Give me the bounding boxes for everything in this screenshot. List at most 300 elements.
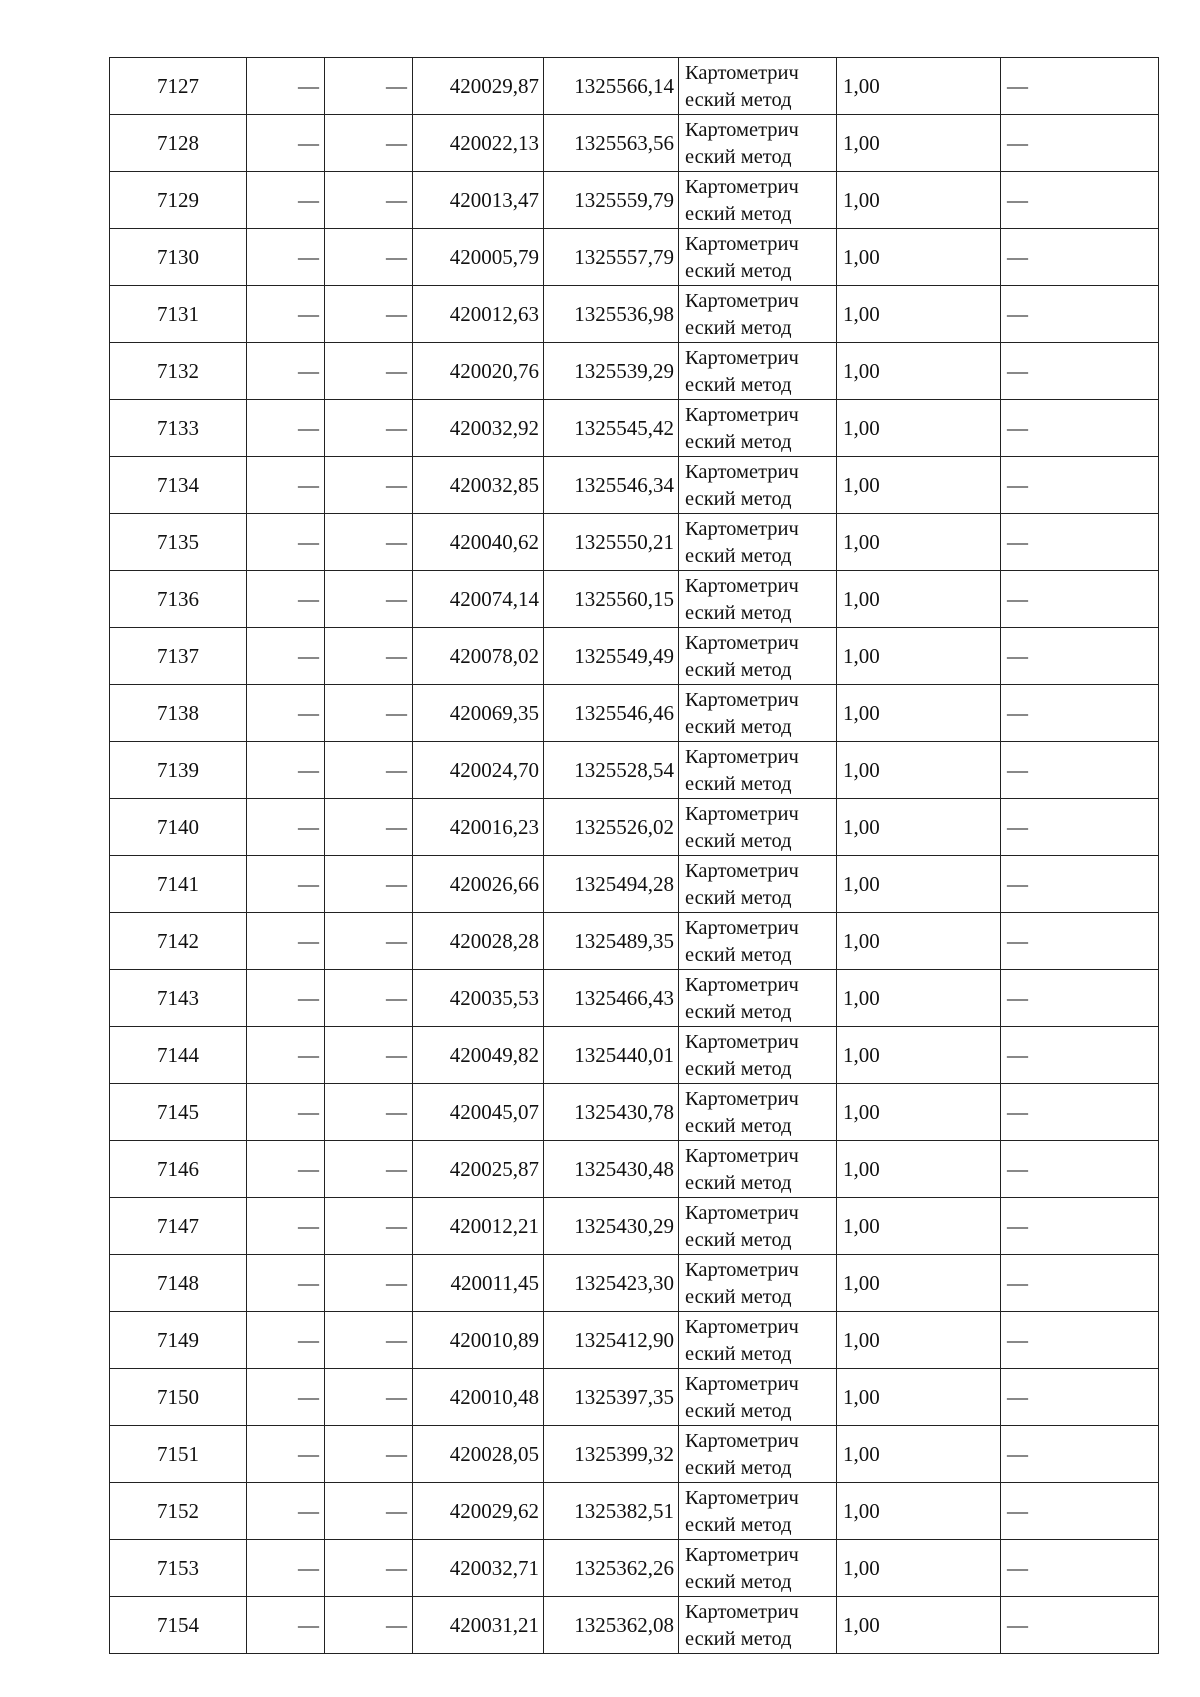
- method-line-1: Картометрич: [685, 62, 799, 84]
- empty-y-cell: —: [325, 1198, 413, 1255]
- coordinates-table: [109, 57, 1159, 1654]
- method-line-1: Картометрич: [685, 1031, 799, 1053]
- coordinate-x-cell: 420005,79: [413, 229, 544, 286]
- coordinate-y-cell: 1325399,32: [544, 1426, 679, 1483]
- empty-y-cell: —: [325, 742, 413, 799]
- method-cell: [679, 286, 837, 343]
- method-line-2: еский метод: [685, 1628, 792, 1650]
- empty-x-cell: —: [247, 856, 325, 913]
- table-row: [110, 115, 1159, 172]
- method-line-2: еский метод: [685, 1286, 792, 1308]
- empty-y-cell: —: [325, 856, 413, 913]
- method-cell: [679, 1255, 837, 1312]
- table-row: [110, 628, 1159, 685]
- method-line-2: еский метод: [685, 317, 792, 339]
- accuracy-cell: 1,00: [837, 1084, 1001, 1141]
- accuracy-cell: 1,00: [837, 571, 1001, 628]
- coordinate-y-cell: 1325430,48: [544, 1141, 679, 1198]
- accuracy-cell: 1,00: [837, 1255, 1001, 1312]
- coordinate-x-cell: 420049,82: [413, 1027, 544, 1084]
- accuracy-cell: 1,00: [837, 343, 1001, 400]
- coordinate-x-cell: 420040,62: [413, 514, 544, 571]
- table-row: [110, 286, 1159, 343]
- method-line-2: еский метод: [685, 1571, 792, 1593]
- point-number-cell: 7152: [110, 1483, 247, 1540]
- accuracy-cell: 1,00: [837, 1198, 1001, 1255]
- description-cell: —: [1001, 1198, 1159, 1255]
- method-line-2: еский метод: [685, 1058, 792, 1080]
- description-cell: —: [1001, 286, 1159, 343]
- coordinate-y-cell: 1325559,79: [544, 172, 679, 229]
- method-line-2: еский метод: [685, 830, 792, 852]
- coordinate-x-cell: 420010,48: [413, 1369, 544, 1426]
- method-line-1: Картометрич: [685, 1373, 799, 1395]
- empty-y-cell: —: [325, 1597, 413, 1654]
- empty-x-cell: —: [247, 229, 325, 286]
- coordinate-y-cell: 1325430,78: [544, 1084, 679, 1141]
- table-row: [110, 913, 1159, 970]
- description-cell: —: [1001, 1426, 1159, 1483]
- coordinate-y-cell: 1325397,35: [544, 1369, 679, 1426]
- coordinate-y-cell: 1325539,29: [544, 343, 679, 400]
- point-number-cell: 7143: [110, 970, 247, 1027]
- empty-y-cell: —: [325, 1027, 413, 1084]
- empty-y-cell: —: [325, 913, 413, 970]
- table-row: [110, 685, 1159, 742]
- description-cell: —: [1001, 913, 1159, 970]
- method-line-1: Картометрич: [685, 974, 799, 996]
- method-cell: [679, 571, 837, 628]
- method-line-1: Картометрич: [685, 632, 799, 654]
- description-cell: —: [1001, 1084, 1159, 1141]
- coordinate-x-cell: 420024,70: [413, 742, 544, 799]
- empty-x-cell: —: [247, 742, 325, 799]
- coordinate-y-cell: 1325557,79: [544, 229, 679, 286]
- method-line-1: Картометрич: [685, 1259, 799, 1281]
- empty-x-cell: —: [247, 58, 325, 115]
- empty-x-cell: —: [247, 628, 325, 685]
- coordinate-x-cell: 420029,87: [413, 58, 544, 115]
- table-row: [110, 1141, 1159, 1198]
- method-line-2: еский метод: [685, 146, 792, 168]
- coordinate-y-cell: 1325566,14: [544, 58, 679, 115]
- method-cell: [679, 970, 837, 1027]
- method-line-2: еский метод: [685, 545, 792, 567]
- description-cell: —: [1001, 457, 1159, 514]
- accuracy-cell: 1,00: [837, 115, 1001, 172]
- point-number-cell: 7145: [110, 1084, 247, 1141]
- empty-y-cell: —: [325, 514, 413, 571]
- method-line-2: еский метод: [685, 1400, 792, 1422]
- point-number-cell: 7135: [110, 514, 247, 571]
- empty-x-cell: —: [247, 1084, 325, 1141]
- table-row: [110, 571, 1159, 628]
- method-line-1: Картометрич: [685, 1430, 799, 1452]
- empty-x-cell: —: [247, 514, 325, 571]
- accuracy-cell: 1,00: [837, 400, 1001, 457]
- method-cell: [679, 514, 837, 571]
- point-number-cell: 7150: [110, 1369, 247, 1426]
- empty-x-cell: —: [247, 1597, 325, 1654]
- empty-x-cell: —: [247, 343, 325, 400]
- coordinate-x-cell: 420035,53: [413, 970, 544, 1027]
- method-line-1: Картометрич: [685, 347, 799, 369]
- method-cell: [679, 1369, 837, 1426]
- description-cell: —: [1001, 1597, 1159, 1654]
- method-line-2: еский метод: [685, 203, 792, 225]
- method-cell: [679, 1540, 837, 1597]
- empty-x-cell: —: [247, 400, 325, 457]
- empty-x-cell: —: [247, 1027, 325, 1084]
- point-number-cell: 7146: [110, 1141, 247, 1198]
- method-line-1: Картометрич: [685, 1601, 799, 1623]
- table-row: [110, 1255, 1159, 1312]
- coordinate-x-cell: 420032,92: [413, 400, 544, 457]
- method-line-2: еский метод: [685, 1457, 792, 1479]
- method-line-2: еский метод: [685, 260, 792, 282]
- accuracy-cell: 1,00: [837, 1426, 1001, 1483]
- method-line-1: Картометрич: [685, 290, 799, 312]
- empty-x-cell: —: [247, 115, 325, 172]
- description-cell: —: [1001, 1255, 1159, 1312]
- coordinate-x-cell: 420012,63: [413, 286, 544, 343]
- coordinate-y-cell: 1325560,15: [544, 571, 679, 628]
- method-cell: [679, 172, 837, 229]
- method-line-1: Картометрич: [685, 860, 799, 882]
- empty-y-cell: —: [325, 970, 413, 1027]
- accuracy-cell: 1,00: [837, 742, 1001, 799]
- method-line-1: Картометрич: [685, 689, 799, 711]
- coordinate-x-cell: 420016,23: [413, 799, 544, 856]
- accuracy-cell: 1,00: [837, 856, 1001, 913]
- coordinate-y-cell: 1325563,56: [544, 115, 679, 172]
- table-row: [110, 1312, 1159, 1369]
- table-row: [110, 799, 1159, 856]
- description-cell: —: [1001, 514, 1159, 571]
- coordinate-y-cell: 1325528,54: [544, 742, 679, 799]
- empty-x-cell: —: [247, 799, 325, 856]
- method-line-2: еский метод: [685, 1229, 792, 1251]
- method-line-1: Картометрич: [685, 575, 799, 597]
- method-cell: [679, 856, 837, 913]
- point-number-cell: 7130: [110, 229, 247, 286]
- method-line-2: еский метод: [685, 431, 792, 453]
- method-cell: [679, 400, 837, 457]
- method-line-2: еский метод: [685, 602, 792, 624]
- method-line-2: еский метод: [685, 944, 792, 966]
- method-line-2: еский метод: [685, 887, 792, 909]
- coordinate-y-cell: 1325536,98: [544, 286, 679, 343]
- point-number-cell: 7154: [110, 1597, 247, 1654]
- method-cell: [679, 1141, 837, 1198]
- coordinate-x-cell: 420025,87: [413, 1141, 544, 1198]
- empty-x-cell: —: [247, 172, 325, 229]
- method-line-2: еский метод: [685, 374, 792, 396]
- description-cell: —: [1001, 1312, 1159, 1369]
- table-row: [110, 457, 1159, 514]
- method-cell: [679, 115, 837, 172]
- empty-x-cell: —: [247, 970, 325, 1027]
- table-row: [110, 1198, 1159, 1255]
- accuracy-cell: 1,00: [837, 1141, 1001, 1198]
- point-number-cell: 7142: [110, 913, 247, 970]
- table-row: [110, 400, 1159, 457]
- table-row: [110, 172, 1159, 229]
- description-cell: —: [1001, 970, 1159, 1027]
- method-line-1: Картометрич: [685, 1088, 799, 1110]
- coordinate-y-cell: 1325430,29: [544, 1198, 679, 1255]
- description-cell: —: [1001, 400, 1159, 457]
- method-cell: [679, 799, 837, 856]
- empty-x-cell: —: [247, 571, 325, 628]
- description-cell: —: [1001, 1369, 1159, 1426]
- method-cell: [679, 628, 837, 685]
- point-number-cell: 7129: [110, 172, 247, 229]
- point-number-cell: 7138: [110, 685, 247, 742]
- method-line-2: еский метод: [685, 1001, 792, 1023]
- method-line-1: Картометрич: [685, 1544, 799, 1566]
- empty-y-cell: —: [325, 343, 413, 400]
- table-row: [110, 1483, 1159, 1540]
- description-cell: —: [1001, 628, 1159, 685]
- point-number-cell: 7144: [110, 1027, 247, 1084]
- point-number-cell: 7151: [110, 1426, 247, 1483]
- method-line-1: Картометрич: [685, 461, 799, 483]
- empty-y-cell: —: [325, 1369, 413, 1426]
- coordinate-y-cell: 1325549,49: [544, 628, 679, 685]
- table-row: [110, 856, 1159, 913]
- coordinate-y-cell: 1325546,34: [544, 457, 679, 514]
- empty-x-cell: —: [247, 457, 325, 514]
- table-row: [110, 970, 1159, 1027]
- accuracy-cell: 1,00: [837, 1483, 1001, 1540]
- method-line-1: Картометрич: [685, 1145, 799, 1167]
- table-row: [110, 1426, 1159, 1483]
- description-cell: —: [1001, 1141, 1159, 1198]
- method-line-1: Картометрич: [685, 746, 799, 768]
- empty-y-cell: —: [325, 1312, 413, 1369]
- table-body: [110, 58, 1159, 1654]
- coordinate-x-cell: 420032,85: [413, 457, 544, 514]
- method-line-1: Картометрич: [685, 119, 799, 141]
- method-line-1: Картометрич: [685, 803, 799, 825]
- coordinate-x-cell: 420074,14: [413, 571, 544, 628]
- empty-x-cell: —: [247, 1312, 325, 1369]
- point-number-cell: 7139: [110, 742, 247, 799]
- empty-x-cell: —: [247, 1255, 325, 1312]
- description-cell: —: [1001, 1027, 1159, 1084]
- method-cell: [679, 1483, 837, 1540]
- coordinate-x-cell: 420028,28: [413, 913, 544, 970]
- method-line-2: еский метод: [685, 89, 792, 111]
- method-line-1: Картометрич: [685, 1202, 799, 1224]
- method-cell: [679, 1597, 837, 1654]
- coordinate-y-cell: 1325382,51: [544, 1483, 679, 1540]
- method-line-1: Картометрич: [685, 233, 799, 255]
- method-cell: [679, 343, 837, 400]
- coordinate-x-cell: 420020,76: [413, 343, 544, 400]
- method-cell: [679, 1198, 837, 1255]
- coordinate-x-cell: 420028,05: [413, 1426, 544, 1483]
- coordinate-y-cell: 1325440,01: [544, 1027, 679, 1084]
- method-cell: [679, 58, 837, 115]
- accuracy-cell: 1,00: [837, 799, 1001, 856]
- empty-y-cell: —: [325, 286, 413, 343]
- coordinate-x-cell: 420045,07: [413, 1084, 544, 1141]
- empty-y-cell: —: [325, 1483, 413, 1540]
- coordinate-y-cell: 1325526,02: [544, 799, 679, 856]
- point-number-cell: 7128: [110, 115, 247, 172]
- description-cell: —: [1001, 115, 1159, 172]
- description-cell: —: [1001, 571, 1159, 628]
- table-row: [110, 514, 1159, 571]
- empty-x-cell: —: [247, 1369, 325, 1426]
- coordinate-y-cell: 1325545,42: [544, 400, 679, 457]
- method-line-1: Картометрич: [685, 176, 799, 198]
- method-cell: [679, 1426, 837, 1483]
- accuracy-cell: 1,00: [837, 514, 1001, 571]
- method-cell: [679, 229, 837, 286]
- method-line-1: Картометрич: [685, 917, 799, 939]
- description-cell: —: [1001, 1483, 1159, 1540]
- coordinate-y-cell: 1325423,30: [544, 1255, 679, 1312]
- method-line-2: еский метод: [685, 716, 792, 738]
- empty-y-cell: —: [325, 400, 413, 457]
- coordinate-y-cell: 1325550,21: [544, 514, 679, 571]
- method-line-2: еский метод: [685, 1514, 792, 1536]
- empty-y-cell: —: [325, 115, 413, 172]
- accuracy-cell: 1,00: [837, 1597, 1001, 1654]
- method-line-2: еский метод: [685, 488, 792, 510]
- table-row: [110, 58, 1159, 115]
- table-row: [110, 1597, 1159, 1654]
- point-number-cell: 7136: [110, 571, 247, 628]
- method-line-2: еский метод: [685, 1115, 792, 1137]
- accuracy-cell: 1,00: [837, 172, 1001, 229]
- coordinate-x-cell: 420032,71: [413, 1540, 544, 1597]
- method-line-1: Картометрич: [685, 1487, 799, 1509]
- method-cell: [679, 685, 837, 742]
- coordinate-x-cell: 420069,35: [413, 685, 544, 742]
- coordinate-x-cell: 420026,66: [413, 856, 544, 913]
- description-cell: —: [1001, 799, 1159, 856]
- description-cell: —: [1001, 685, 1159, 742]
- empty-y-cell: —: [325, 172, 413, 229]
- method-line-1: Картометрич: [685, 518, 799, 540]
- coordinate-y-cell: 1325362,26: [544, 1540, 679, 1597]
- empty-y-cell: —: [325, 1255, 413, 1312]
- coordinate-x-cell: 420011,45: [413, 1255, 544, 1312]
- point-number-cell: 7134: [110, 457, 247, 514]
- method-line-2: еский метод: [685, 773, 792, 795]
- accuracy-cell: 1,00: [837, 1312, 1001, 1369]
- empty-y-cell: —: [325, 799, 413, 856]
- accuracy-cell: 1,00: [837, 457, 1001, 514]
- point-number-cell: 7153: [110, 1540, 247, 1597]
- method-cell: [679, 1312, 837, 1369]
- empty-x-cell: —: [247, 1426, 325, 1483]
- accuracy-cell: 1,00: [837, 58, 1001, 115]
- coordinate-x-cell: 420078,02: [413, 628, 544, 685]
- point-number-cell: 7131: [110, 286, 247, 343]
- table-row: [110, 1369, 1159, 1426]
- point-number-cell: 7133: [110, 400, 247, 457]
- table-row: [110, 1540, 1159, 1597]
- coordinate-y-cell: 1325412,90: [544, 1312, 679, 1369]
- coordinate-y-cell: 1325466,43: [544, 970, 679, 1027]
- method-cell: [679, 1084, 837, 1141]
- coordinate-x-cell: 420029,62: [413, 1483, 544, 1540]
- accuracy-cell: 1,00: [837, 286, 1001, 343]
- accuracy-cell: 1,00: [837, 1369, 1001, 1426]
- empty-y-cell: —: [325, 1426, 413, 1483]
- empty-y-cell: —: [325, 628, 413, 685]
- description-cell: —: [1001, 58, 1159, 115]
- coordinate-x-cell: 420010,89: [413, 1312, 544, 1369]
- table-row: [110, 1027, 1159, 1084]
- empty-x-cell: —: [247, 1141, 325, 1198]
- accuracy-cell: 1,00: [837, 628, 1001, 685]
- accuracy-cell: 1,00: [837, 1540, 1001, 1597]
- coordinate-y-cell: 1325489,35: [544, 913, 679, 970]
- empty-x-cell: —: [247, 685, 325, 742]
- accuracy-cell: 1,00: [837, 970, 1001, 1027]
- coordinate-x-cell: 420031,21: [413, 1597, 544, 1654]
- empty-y-cell: —: [325, 1141, 413, 1198]
- coordinate-y-cell: 1325546,46: [544, 685, 679, 742]
- empty-y-cell: —: [325, 58, 413, 115]
- point-number-cell: 7127: [110, 58, 247, 115]
- point-number-cell: 7148: [110, 1255, 247, 1312]
- description-cell: —: [1001, 229, 1159, 286]
- table-row: [110, 1084, 1159, 1141]
- description-cell: —: [1001, 172, 1159, 229]
- empty-y-cell: —: [325, 1540, 413, 1597]
- description-cell: —: [1001, 742, 1159, 799]
- coordinate-y-cell: 1325494,28: [544, 856, 679, 913]
- accuracy-cell: 1,00: [837, 685, 1001, 742]
- method-cell: [679, 1027, 837, 1084]
- point-number-cell: 7149: [110, 1312, 247, 1369]
- coordinate-x-cell: 420013,47: [413, 172, 544, 229]
- empty-y-cell: —: [325, 571, 413, 628]
- description-cell: —: [1001, 1540, 1159, 1597]
- method-line-1: Картометрич: [685, 404, 799, 426]
- accuracy-cell: 1,00: [837, 229, 1001, 286]
- coordinate-x-cell: 420012,21: [413, 1198, 544, 1255]
- point-number-cell: 7141: [110, 856, 247, 913]
- accuracy-cell: 1,00: [837, 913, 1001, 970]
- description-cell: —: [1001, 343, 1159, 400]
- empty-x-cell: —: [247, 1540, 325, 1597]
- method-cell: [679, 742, 837, 799]
- accuracy-cell: 1,00: [837, 1027, 1001, 1084]
- table-row: [110, 742, 1159, 799]
- method-line-1: Картометрич: [685, 1316, 799, 1338]
- description-cell: —: [1001, 856, 1159, 913]
- coordinate-x-cell: 420022,13: [413, 115, 544, 172]
- method-cell: [679, 457, 837, 514]
- empty-y-cell: —: [325, 1084, 413, 1141]
- table-row: [110, 229, 1159, 286]
- empty-x-cell: —: [247, 913, 325, 970]
- coordinate-y-cell: 1325362,08: [544, 1597, 679, 1654]
- empty-x-cell: —: [247, 1198, 325, 1255]
- empty-x-cell: —: [247, 286, 325, 343]
- point-number-cell: 7140: [110, 799, 247, 856]
- method-cell: [679, 913, 837, 970]
- point-number-cell: 7132: [110, 343, 247, 400]
